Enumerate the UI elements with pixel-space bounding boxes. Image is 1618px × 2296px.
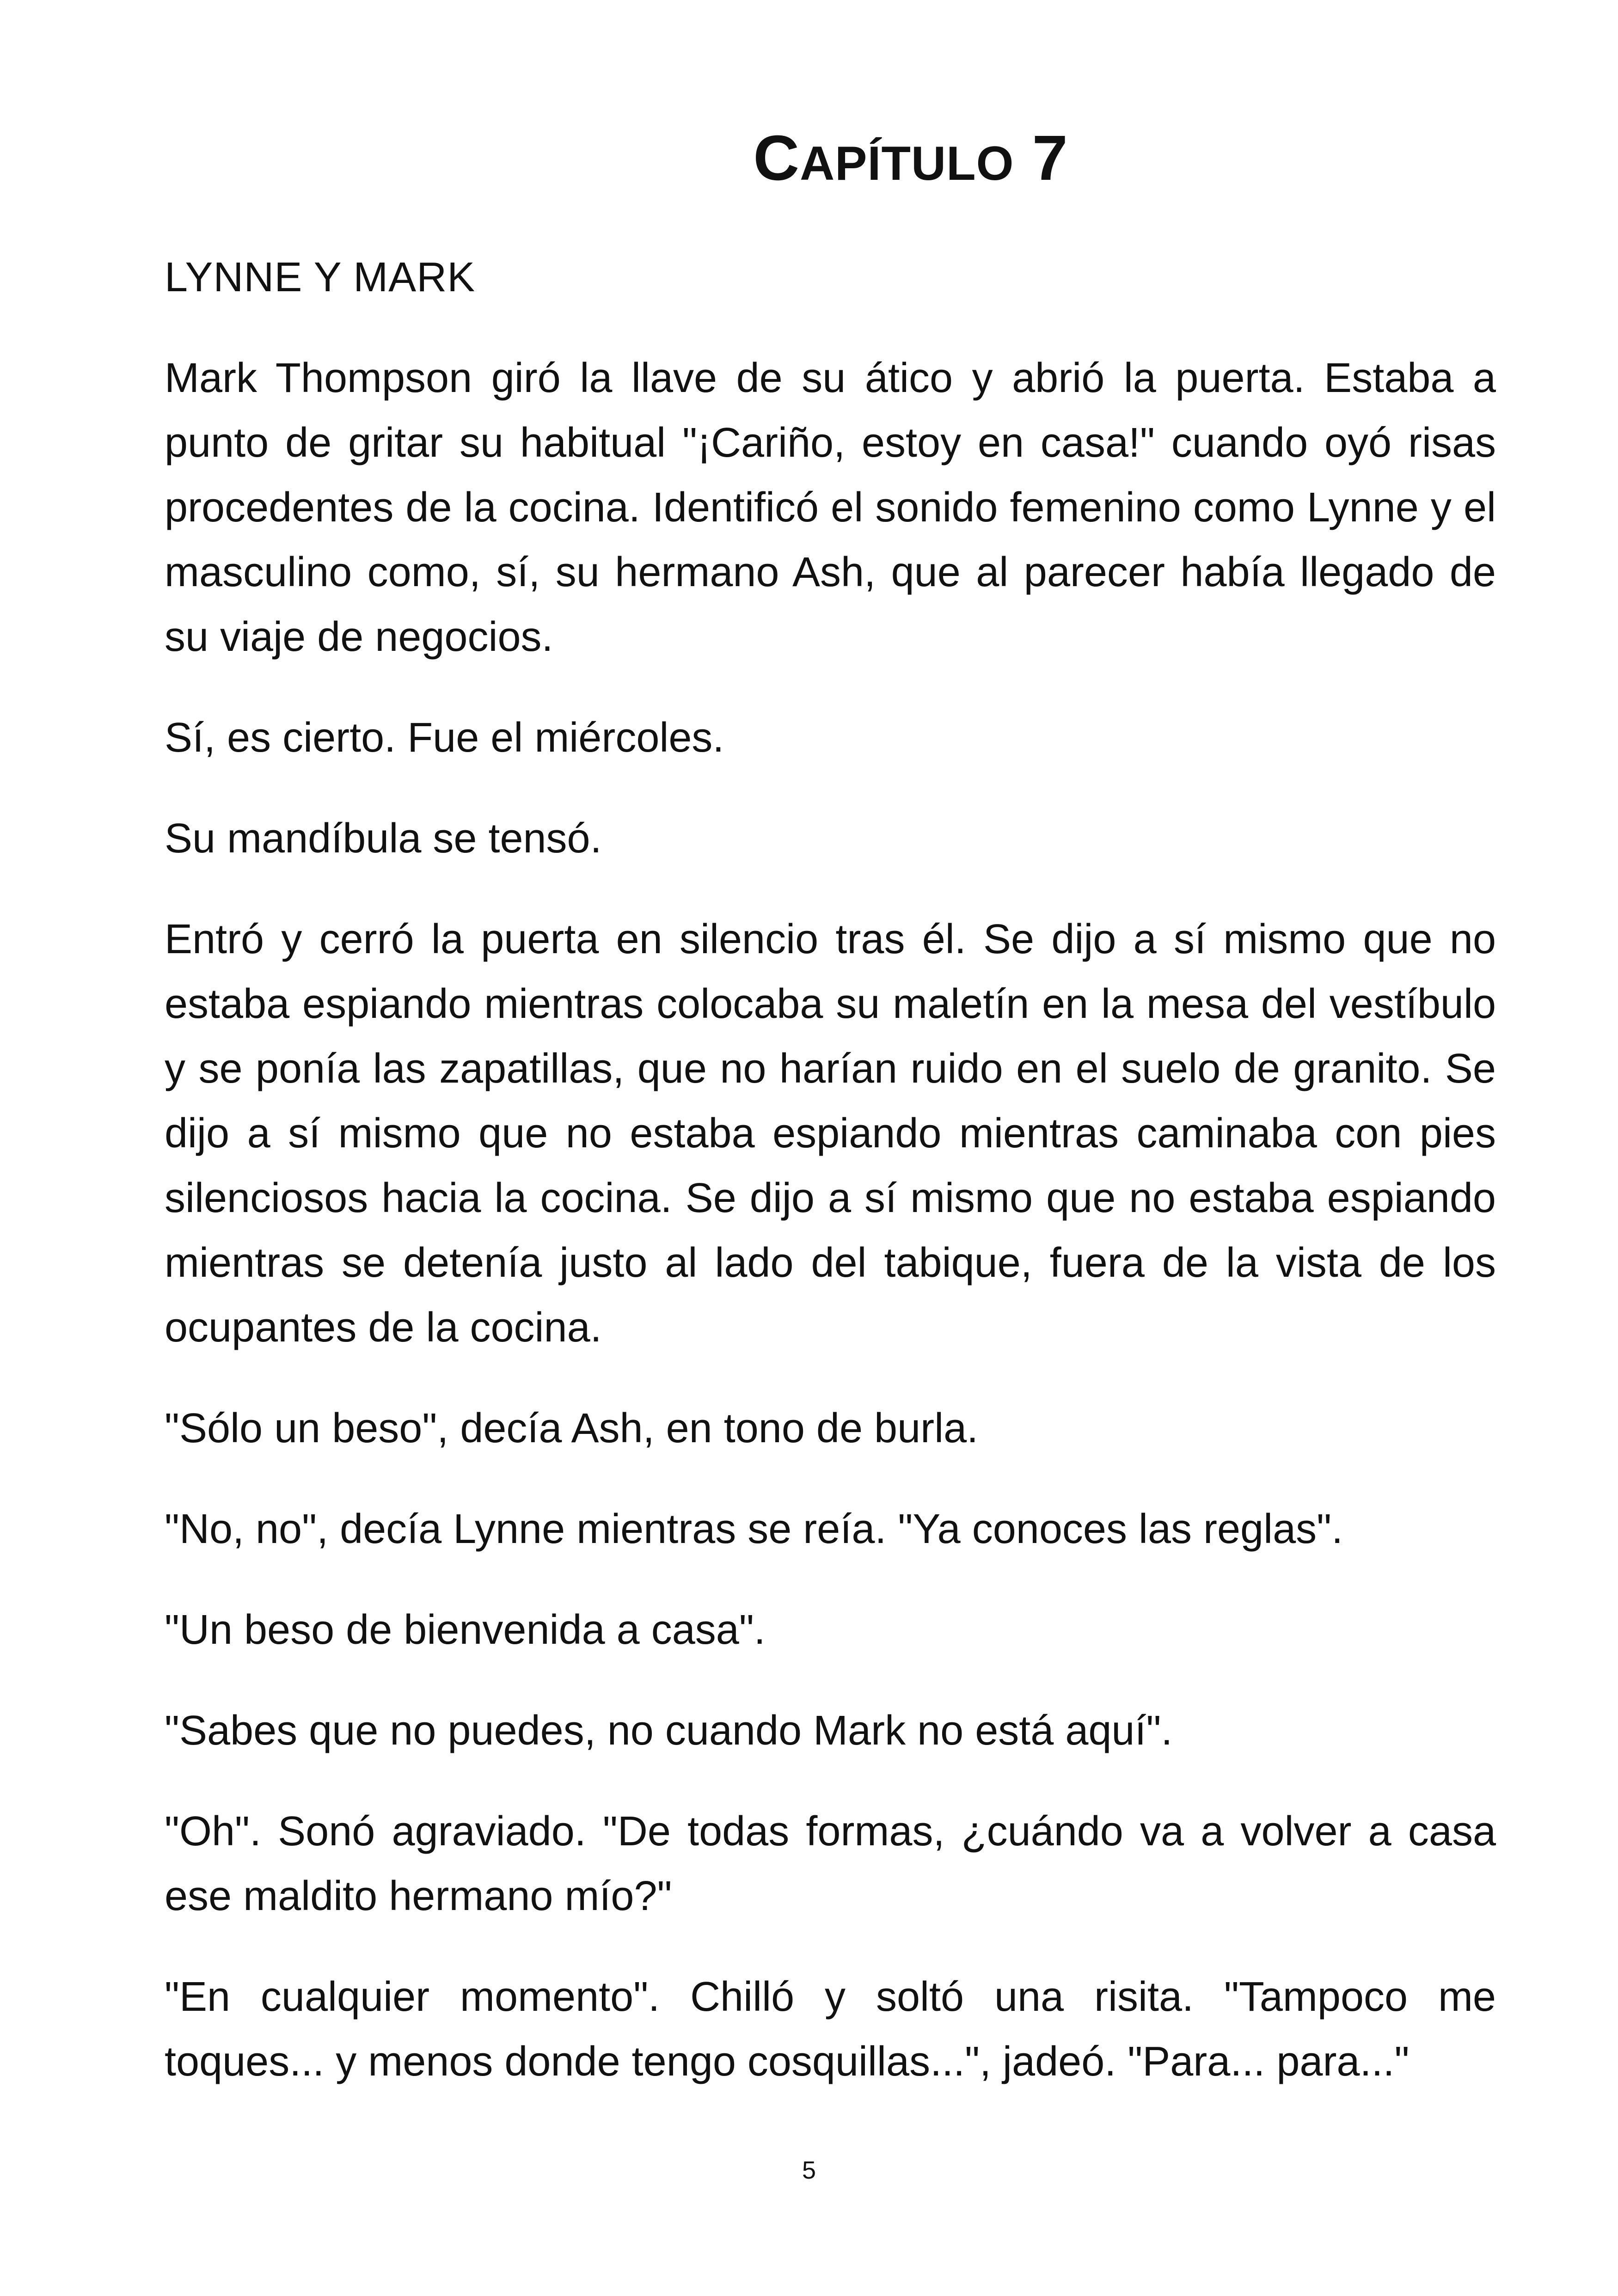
paragraph: Su mandíbula se tensó.: [165, 815, 602, 862]
chapter-title: [0, 121, 1618, 201]
paragraph: Sí, es cierto. Fue el miércoles.: [165, 715, 724, 761]
chapter-title-small-caps: APÍTULO: [800, 137, 1014, 190]
paragraph: Mark Thompson giró la llave de su ático y abrió la puerta. Estaba a punto de gritar su habitual "¡Cariño, estoy en casa!" cuando oyó risas procedentes de la cocina. Identificó el sonido femenino como Lynne y el masculino como, sí, su hermano Ash, que al parecer había llegado de su viaje de negocios.: [165, 355, 1496, 660]
paragraph: "Un beso de bienvenida a casa".: [165, 1607, 766, 1653]
chapter-number: 7: [1032, 122, 1068, 194]
paragraph: "No, no", decía Lynne mientras se reía. "Ya conoces las reglas".: [165, 1506, 1343, 1552]
page-number: 5: [802, 2156, 816, 2184]
paragraph: "Sólo un beso", decía Ash, en tono de burla.: [165, 1405, 979, 1451]
paragraph: "En cualquier momento". Chilló y soltó una risita. "Tampoco me toques... y menos donde tengo cosquillas...", jadeó. "Para... para...": [165, 1974, 1496, 2085]
chapter-title-initial: C: [753, 122, 800, 194]
paragraph: "Oh". Sonó agraviado. "De todas formas, ¿cuándo va a volver a casa ese maldito hermano mío?": [165, 1808, 1496, 1919]
paragraph: Entró y cerró la puerta en silencio tras él. Se dijo a sí mismo que no estaba espiando mientras colocaba su maletín en la mesa del vestíbulo y se ponía las zapatillas, que no harían ruido en el suelo de granito. Se dijo a sí mismo que no estaba espiando mientras caminaba con pies silenciosos hacia la cocina. Se dijo a sí mismo que no estaba espiando mientras se detenía justo al lado del tabique, fuera de la vista de los ocupantes de la cocina.: [165, 916, 1496, 1351]
paragraph: "Sabes que no puedes, no cuando Mark no está aquí".: [165, 1708, 1173, 1754]
section-heading: LYNNE Y MARK: [165, 254, 476, 300]
body-text: [165, 245, 1496, 2130]
